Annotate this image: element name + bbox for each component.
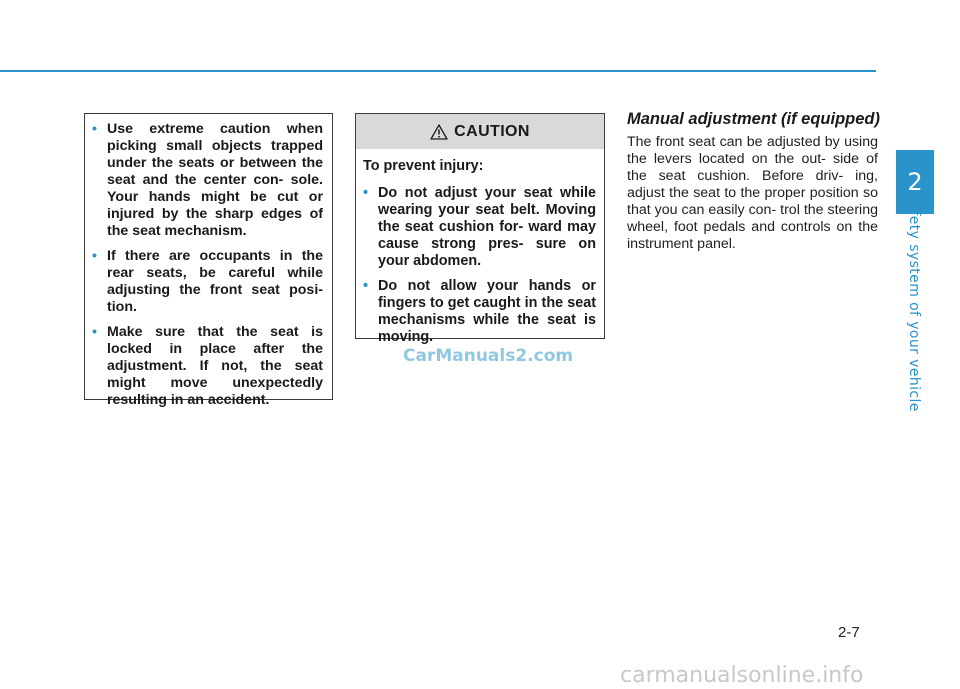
caution-intro: To prevent injury:	[363, 158, 484, 174]
body-paragraph: The front seat can be adjusted by using the levers located on the out- side of the seat cushion. Before driv- ing, adjust the seat to the proper position so that you can easily con- trol the steering wheel, foot pedals and controls on the instrument panel.	[627, 134, 878, 252]
list-item: • If there are occupants in the rear seats, be careful while adjusting the front seat posi- tion.	[92, 248, 323, 315]
caution-body	[356, 149, 604, 346]
warning-box	[84, 113, 333, 408]
caution-header	[356, 114, 604, 149]
bullet-icon: •	[363, 278, 369, 294]
list-item: • Do not adjust your seat while wearing your seat belt. Moving the seat cushion for- ward may cause strong pres- sure on your abdomen.	[363, 185, 596, 269]
top-rule	[0, 70, 876, 72]
section-title: Manual adjustment (if equipped)	[627, 110, 881, 128]
list-item: • Do not allow your hands or fingers to get caught in the seat mechanisms while the seat is moving.	[363, 278, 596, 345]
caution-box	[355, 113, 605, 345]
bullet-icon: •	[92, 121, 97, 137]
caution-title: CAUTION	[454, 122, 530, 140]
bullet-icon: •	[92, 248, 97, 264]
watermark-link[interactable]: CarManuals2.com	[403, 346, 574, 366]
page-number: 2-7	[838, 624, 860, 641]
list-item: • Make sure that the seat is locked in place after the adjustment. If not, the seat might move unexpectedly resulting in an accident.	[92, 324, 323, 408]
chapter-label: Safety system of your vehicle	[906, 192, 922, 412]
bullet-icon: •	[363, 185, 369, 201]
footer-watermark[interactable]: carmanualsonline.info	[620, 663, 864, 688]
chapter-number: 2	[907, 168, 923, 196]
list-item: • Use extreme caution when picking small objects trapped under the seats or between the seat and the center con- sole. Your hands might be cut or injured by the sharp edges of the seat mechanism.	[92, 121, 323, 239]
warning-triangle-icon	[430, 124, 448, 140]
bullet-icon: •	[92, 324, 97, 340]
